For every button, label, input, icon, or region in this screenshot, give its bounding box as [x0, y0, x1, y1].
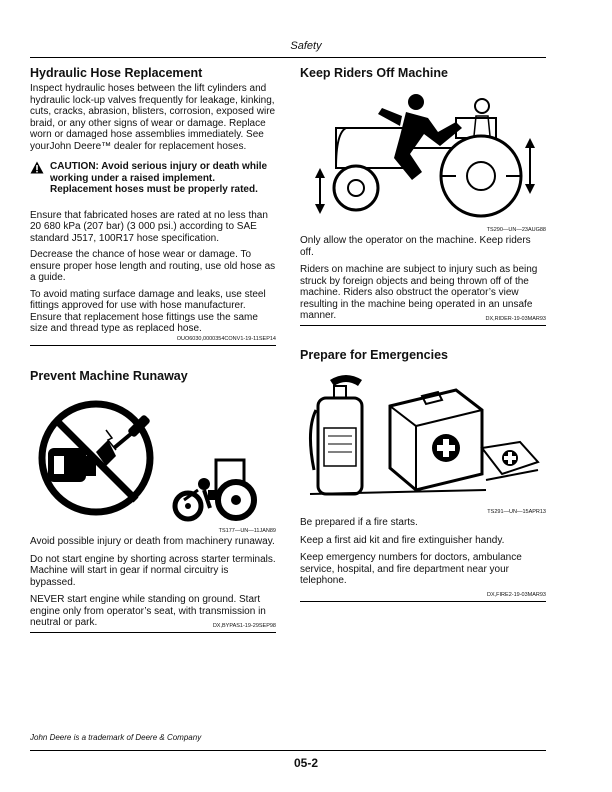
section-title: Hydraulic Hose Replacement — [30, 66, 203, 80]
section-title: Prepare for Emergencies — [300, 348, 448, 362]
runaway-paragraph-3: NEVER start engine while standing on ground. Start engine only from operator’s seat, with transmission in neutral or park. — [30, 594, 266, 628]
section-riders — [300, 66, 546, 80]
hose-paragraph-3: To avoid mating surface damage and leaks, use steel fittings approved for use with hose manufacturer. Ensure that replacement hose fittings use the same size and thread type as replaced hose. — [30, 288, 266, 334]
footer-divider — [30, 750, 546, 751]
runaway-paragraph-1: Avoid possible injury or death from machinery runaway. — [30, 536, 275, 547]
riders-image-reference: TS290—UN—23AUG88 — [486, 227, 546, 233]
hose-divider — [30, 345, 276, 346]
riders-body — [300, 235, 546, 322]
emergency-reference-code: DX,FIRE2-19-03MAR93 — [487, 592, 546, 598]
section-hydraulic-hose — [30, 66, 276, 335]
riders-paragraph-1: Only allow the operator on the machine. Keep riders off. — [300, 235, 531, 258]
trademark-note: John Deere is a trademark of Deere & Company — [30, 733, 202, 742]
caution-block — [30, 161, 276, 196]
runaway-paragraph-2: Do not start engine by shorting across starter terminals. Machine will start in gear if normal circuitry is bypassed. — [30, 553, 276, 588]
emergency-paragraph-1: Be prepared if a fire starts. — [300, 517, 418, 528]
runaway-divider — [30, 632, 276, 633]
runaway-reference-code: DX,BYPAS1-19-29SEP98 — [212, 623, 276, 629]
emergency-body — [300, 517, 546, 587]
page-header-title: Safety — [290, 40, 322, 52]
emergency-divider — [300, 601, 546, 602]
hose-paragraph-2: Decrease the chance of hose wear or damage. To ensure proper hose length and routing, use old hose as a guide. — [30, 249, 276, 283]
hose-reference-code: OUO6030,0000354CONV1-19-11SEP14 — [176, 336, 276, 342]
runaway-image-reference: TS177—UN—11JAN89 — [218, 528, 276, 534]
page-number: 05-2 — [293, 756, 319, 770]
warning-triangle-icon — [30, 161, 44, 174]
riders-illustration — [306, 88, 542, 226]
caution-text: CAUTION: Avoid serious injury or death while working under a raised implement. Replacement hoses must be properly rated. — [50, 161, 268, 195]
section-emergencies — [300, 348, 546, 362]
emergency-paragraph-3: Keep emergency numbers for doctors, ambulance service, hospital, and fire department near your telephone. — [300, 552, 522, 586]
emergency-illustration — [306, 370, 542, 504]
riders-divider — [300, 325, 546, 326]
section-machine-runaway — [30, 369, 276, 383]
hose-intro: Inspect hydraulic hoses between the lift cylinders and hydraulic lock-up valves frequently for leakage, kinking, cuts, cracks, abrasion, blisters, corrosion, exposed wire braid, or any other signs of wear or damage. Replace worn or damaged hose assemblies immediately. See yourJohn Deere™ dealer for replacement hoses. — [30, 83, 276, 152]
emergency-image-reference: TS291—UN—15APR13 — [487, 509, 546, 515]
hose-paragraph-1: Ensure that fabricated hoses are rated at no less than 20 680 kPa (207 bar) (3 000 psi.) according to SAE standard J517, 100R17 hose specification. — [30, 209, 268, 244]
header-divider — [30, 57, 546, 58]
riders-reference-code: DX,RIDER-19-03MAR93 — [485, 316, 546, 322]
section-title: Keep Riders Off Machine — [300, 66, 448, 80]
runaway-illustration — [36, 400, 268, 525]
riders-paragraph-2: Riders on machine are subject to injury such as being struck by foreign objects and being thrown off of the machine. Riders also obstruct the operator’s view resulting in the machine being operated in an unsafe manner. — [300, 264, 538, 321]
emergency-paragraph-2: Keep a first aid kit and fire extinguisher handy. — [300, 534, 505, 546]
section-title: Prevent Machine Runaway — [30, 369, 188, 383]
runaway-body — [30, 536, 276, 629]
